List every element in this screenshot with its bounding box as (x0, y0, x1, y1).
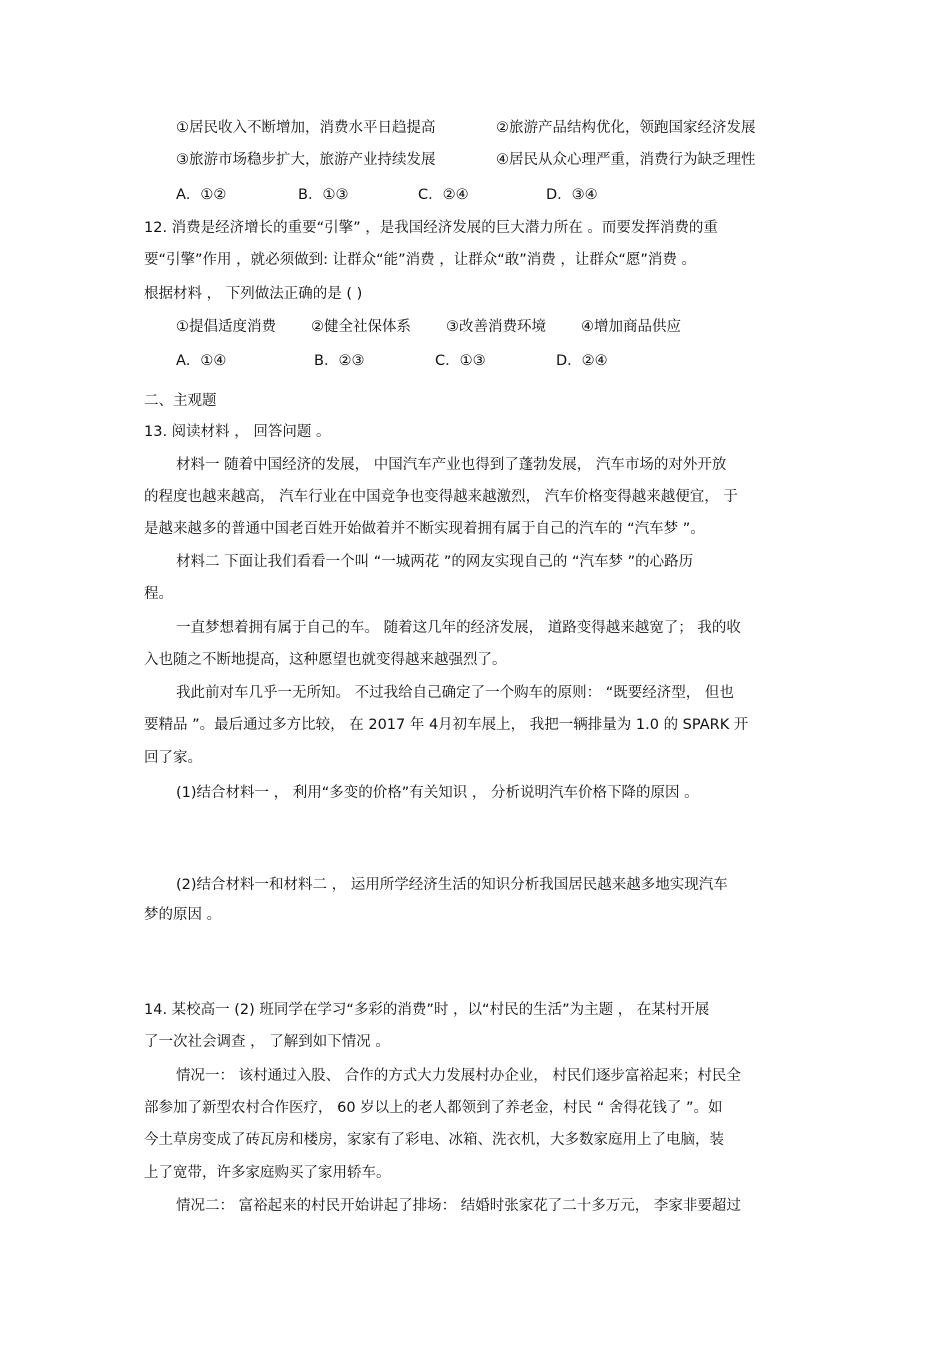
q14-situation1-line-4: 上了宽带，许多家庭购买了家用轿车。 (144, 1165, 391, 1181)
q13-subquestion-1: (1)结合材料一 ， 利用“多变的价格”有关知识 ， 分析说明汽车价格下降的原因 。 (176, 785, 699, 801)
q12-line-2: 要“引擎”作用 ，就必须做到: 让群众“能”消费 ，让群众“敢”消费 ，让群众“愿”消费 。 (144, 252, 697, 268)
q13-material1-line-1: 材料一 随着中国经济的发展， 中国汽车产业也得到了蓬勃发展， 汽车市场的对外开放 (176, 457, 727, 473)
q12-item-1: ①提倡适度消费 (176, 319, 276, 335)
q13-para2-line-3: 回了家。 (144, 750, 202, 766)
q13-subquestion-2-line-2: 梦的原因 。 (144, 907, 222, 923)
q12-option-d: D．②④ (556, 353, 608, 369)
q11-item-4: ④居民从众心理严重，消费行为缺乏理性 (496, 152, 756, 168)
q13-material1-line-3: 是越来越多的普通中国老百姓开始做着并不断实现着拥有属于自己的汽车的 “汽车梦 ”。 (144, 521, 705, 537)
q13-para1-line-2: 入也随之不断地提高，这种愿望也就变得越来越强烈了。 (144, 652, 507, 668)
q12-item-2: ②健全社保体系 (311, 319, 411, 335)
q12-line-1: 12. 消费是经济增长的重要“引擎” ，是我国经济发展的巨大潜力所在 。而要发挥消费的重 (144, 220, 718, 236)
q13-material1-line-2: 的程度也越来越高， 汽车行业在中国竞争也变得越来越激烈， 汽车价格变得越来越便宜， 于 (144, 489, 738, 505)
q11-item-3: ③旅游市场稳步扩大，旅游产业持续发展 (176, 152, 436, 168)
q11-option-a: A．①② (176, 187, 227, 203)
q13-material2-line-2: 程。 (144, 586, 173, 602)
q13-para1-line-1: 一直梦想着拥有属于自己的车。 随着这几年的经济发展， 道路变得越来越宽了； 我的收 (176, 620, 741, 636)
q11-item-2: ②旅游产品结构优化，领跑国家经济发展 (496, 120, 756, 136)
q14-situation2-line-1: 情况二： 富裕起来的村民开始讲起了排场： 结婚时张家花了二十多万元， 李家非要超过 (176, 1198, 741, 1214)
q12-option-a: A．①④ (176, 353, 227, 369)
q13-subquestion-2-line-1: (2)结合材料一和材料二 ， 运用所学经济生活的知识分析我国居民越来越多地实现汽车 (176, 877, 728, 893)
q13-material2-line-1: 材料二 下面让我们看看一个叫 “一城两花 ”的网友实现自己的 “汽车梦 ”的心路历 (176, 554, 694, 570)
q12-option-c: C．①③ (435, 353, 486, 369)
q11-option-d: D．③④ (546, 187, 598, 203)
section-title: 二、主观题 (144, 393, 217, 409)
q13-para2-line-1: 我此前对车几乎一无所知。 不过我给自己确定了一个购车的原则： “既要经济型， 但也 (176, 685, 734, 701)
q14-intro-line-2: 了一次社会调查 ， 了解到如下情况 。 (144, 1034, 390, 1050)
q14-situation1-line-1: 情况一： 该村通过入股、 合作的方式大力发展村办企业， 村民们逐步富裕起来；村民全 (176, 1068, 741, 1084)
q11-option-b: B．①③ (298, 187, 349, 203)
q12-item-4: ④增加商品供应 (581, 319, 681, 335)
q12-line-3: 根据材料 ， 下列做法正确的是 ( ) (144, 286, 363, 302)
q14-situation1-line-3: 今土草房变成了砖瓦房和楼房，家家有了彩电、冰箱、洗衣机，大多数家庭用上了电脑，装 (144, 1132, 724, 1148)
q11-option-c: C．②④ (418, 187, 469, 203)
q11-item-1: ①居民收入不断增加，消费水平日趋提高 (176, 120, 436, 136)
q12-option-b: B．②③ (314, 353, 365, 369)
q14-intro-line-1: 14. 某校高一 (2) 班同学在学习“多彩的消费”时 ，以“村民的生活”为主题 ， 在某村开展 (144, 1002, 710, 1018)
q13-intro: 13. 阅读材料 ， 回答问题 。 (144, 424, 331, 440)
q14-situation1-line-2: 部参加了新型农村合作医疗， 60 岁以上的老人都领到了养老金，村民 “ 舍得花钱了 ”。如 (144, 1100, 723, 1116)
q12-item-3: ③改善消费环境 (446, 319, 546, 335)
q13-para2-line-2: 要精品 ”。最后通过多方比较， 在 2017 年 4月初车展上， 我把一辆排量为 1.0 的 SPARK 开 (144, 717, 749, 733)
